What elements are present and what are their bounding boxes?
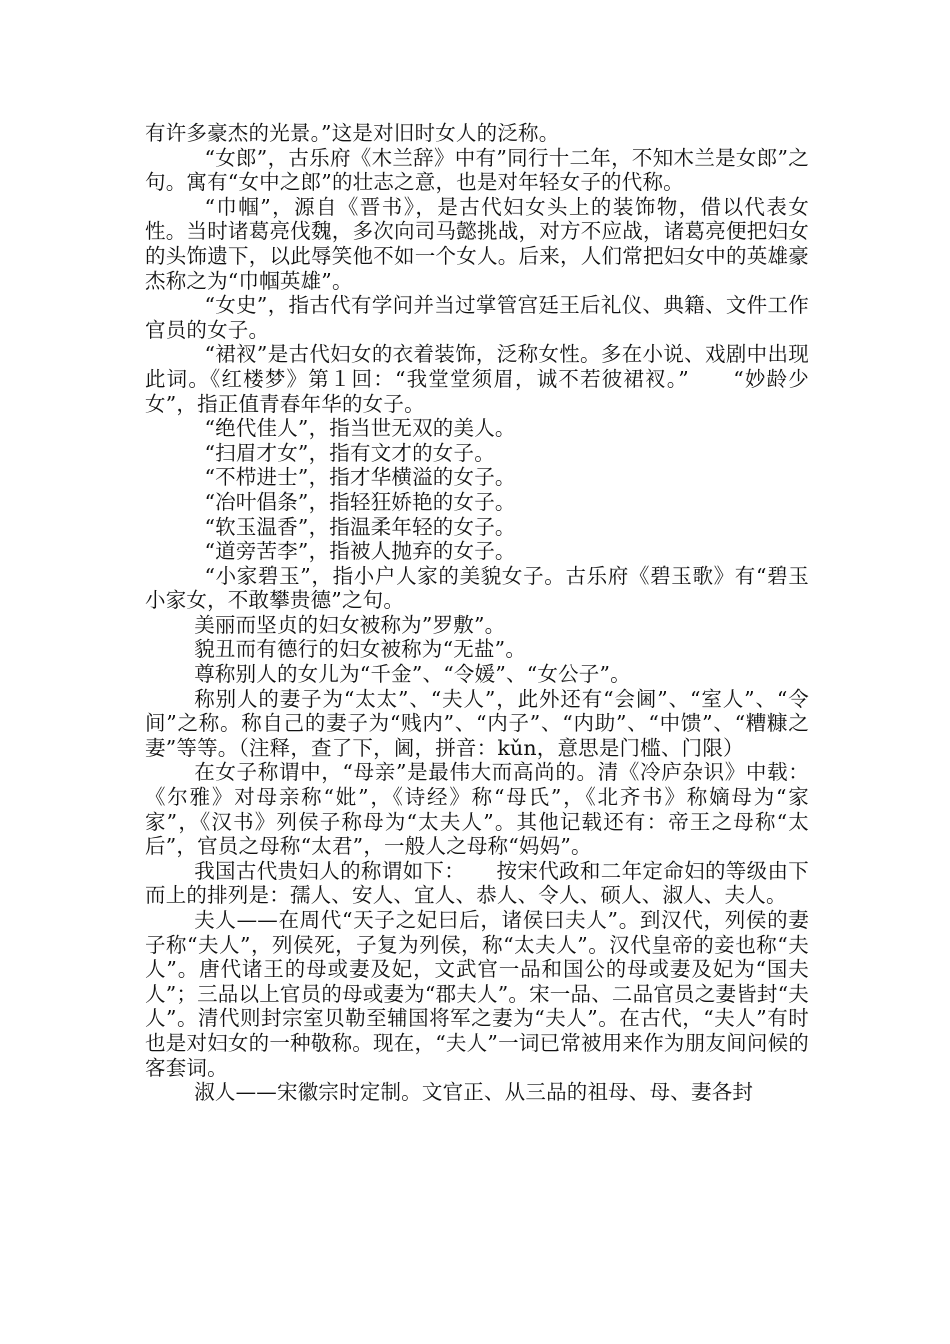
paragraph: “道旁苦李”，指被人抛弃的女子。 [204,539,516,564]
document-body [145,121,809,1105]
paragraph: “女郎”，古乐府《木兰辞》中有”同行十二年，不知木兰是女郎”之句。寓有“女中之郎”的壮志之意，也是对年轻女子的代称。 [145,145,809,195]
paragraph: “软玉温香”，指温柔年轻的女子。 [204,514,516,539]
paragraph: 淑人——宋徽宗时定制。文官正、从三品的祖母、母、妻各封 [194,1080,754,1105]
paragraph: “扫眉才女”，指有文才的女子。 [204,440,495,465]
paragraph: “小家碧玉”，指小户人家的美貌女子。古乐府《碧玉歌》有“碧玉小家女，不敢攀贵德”之句。 [145,563,809,613]
paragraph: “裙衩”是古代妇女的衣着装饰，泛称女性。多在小说、戏剧中出现此词。《红楼梦》第１回：“我堂堂须眉，诚不若彼裙衩。” “妙龄少女”，指正值青春年华的女子。 [145,342,809,416]
paragraph: “女史”，指古代有学问并当过掌管宫廷王后礼仪、典籍、文件工作官员的女子。 [145,293,809,342]
paragraph: 尊称别人的女儿为“千金”、“令媛”、“女公子”。 [194,662,631,687]
paragraph: 美丽而坚贞的妇女被称为”罗敷”。 [194,612,506,637]
paragraph: 我国古代贵妇人的称谓如下： 按宋代政和二年定命妇的等级由下而上的排列是：孺人、安人、宜人、恭人、令人、硕人、淑人、夫人。 [145,858,809,908]
paragraph: 貌丑而有德行的妇女被称为“无盐”。 [194,637,527,662]
paragraph: 有许多豪杰的光景。”这是对旧时女人的泛称。 [145,121,560,145]
paragraph: “冶叶倡条”，指轻狂娇艳的女子。 [204,489,516,514]
paragraph: “不栉进士”，指才华横溢的女子。 [204,465,516,490]
paragraph: “巾帼”，源自《晋书》，是古代妇女头上的装饰物，借以代表女性。当时诸葛亮伐魏，多次向司马懿挑战，对方不应战，诸葛亮便把妇女的头饰遗下，以此辱笑他不如一个女人。后来，人们常把妇女中的英雄豪杰称之为“巾帼英雄”。 [145,194,809,293]
paragraph: 称别人的妻子为“太太”、“夫人”，此外还有“会阃”、“室人”、“令间”之称。称自己的妻子为“贱内”、“内子”、“内助”、“中馈”、“糟糠之妻”等等。（注释，查了下，阃，拼音：kǔn，意思是门槛、门限） [145,686,809,760]
paragraph: 夫人——在周代“天子之妃曰后，诸侯曰夫人”。到汉代，列侯的妻子称“夫人”，列侯死，子复为列侯，称“太夫人”。汉代皇帝的妾也称“夫人”。唐代诸王的母或妻及妃，文武官一品和国公的母或妻及妃为“国夫人”；三品以上官员的母或妻为“郡夫人”。宋一品、二品官员之妻皆封“夫人”。清代则封宗室贝勒至辅国将军之妻为“夫人”。在古代，“夫人”有时也是对妇女的一种敬称。现在，“夫人”一词已常被用来作为朋友间问候的客套词。 [145,908,809,1080]
paragraph: 在女子称谓中，“母亲”是最伟大而高尚的。清《冷庐杂识》中载：《尔雅》对母亲称“妣”，《诗经》称“母氏”，《北齐书》称嫡母为“家家”，《汉书》列侯子称母为“太夫人”。其他记载还有：帝王之母称“太后”，官员之母称“太君”，一般人之母称“妈妈”。 [145,760,809,859]
paragraph: “绝代佳人”，指当世无双的美人。 [204,416,516,441]
